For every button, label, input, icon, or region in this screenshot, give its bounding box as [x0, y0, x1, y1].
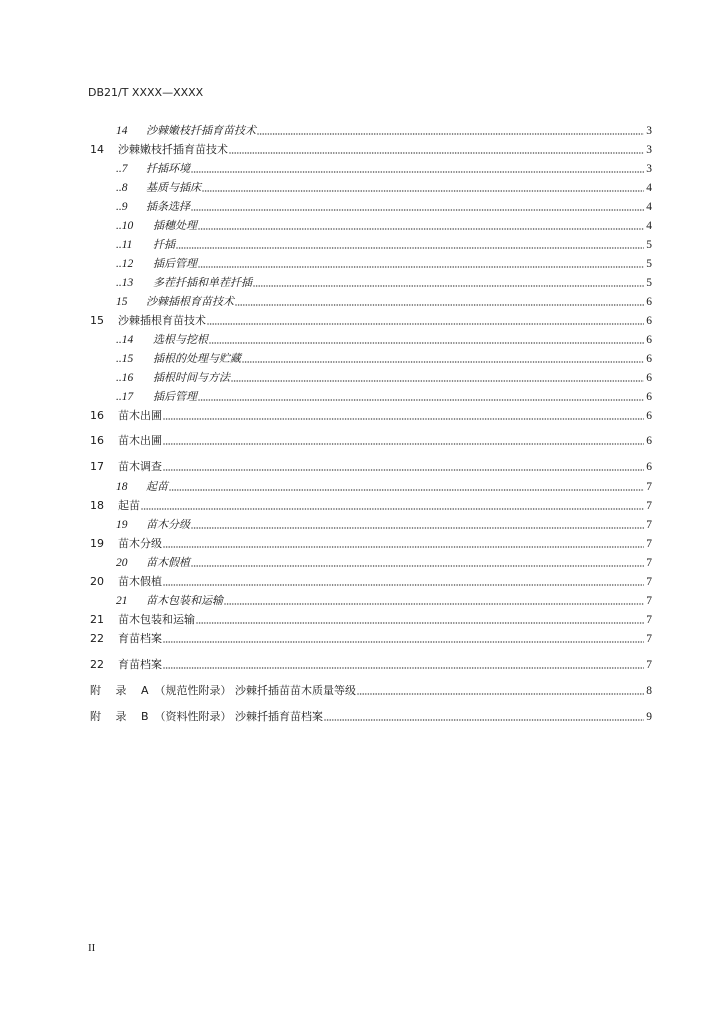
toc-entry-title: （规范性附录） 沙棘扦插苗苗木质量等级	[154, 684, 357, 697]
leader-dots	[191, 171, 644, 173]
toc-entry-title: 苗木包装和运输	[118, 613, 195, 626]
toc-entry-page: 4	[646, 201, 652, 213]
toc-entry-number: ..12	[116, 258, 134, 270]
toc-entry-title: 沙棘插根育苗技术	[118, 314, 206, 327]
toc-entry-page: 6	[646, 435, 652, 447]
toc-entry-number: 21	[116, 595, 128, 607]
leader-dots	[163, 584, 644, 586]
toc-entry-title: 沙棘插根育苗技术	[146, 295, 234, 308]
leader-dots	[231, 380, 644, 382]
toc-entry-page: 7	[646, 633, 652, 645]
toc-entry-number: ..17	[116, 391, 134, 403]
toc-entry-page: 5	[646, 239, 652, 251]
document-code-header: DB21/T XXXX—XXXX	[88, 86, 204, 99]
toc-entry-number: 16	[90, 434, 104, 447]
toc-entry-page: 6	[646, 461, 652, 473]
toc-entry-title: 苗木包装和运输	[146, 594, 223, 607]
toc-entry-number: 22	[90, 658, 104, 671]
toc-entry-number: 19	[90, 537, 104, 550]
leader-dots	[235, 304, 644, 306]
toc-entry[interactable]	[90, 575, 652, 589]
toc-entry[interactable]	[116, 594, 652, 608]
leader-dots	[196, 622, 644, 624]
leader-dots	[163, 443, 644, 445]
toc-entry[interactable]	[116, 181, 652, 195]
toc-entry-number: ..9	[116, 201, 128, 213]
toc-entry-page: 7	[646, 481, 652, 493]
leader-dots	[163, 641, 644, 643]
toc-entry-number: 16	[90, 409, 104, 422]
toc-entry-title: 苗木出圃	[118, 409, 162, 422]
toc-entry-title: 插条选择	[146, 200, 190, 213]
toc-entry-number: ..13	[116, 277, 134, 289]
leader-dots	[229, 152, 644, 154]
toc-entry-page: 7	[646, 595, 652, 607]
toc-entry-title: 苗木分级	[146, 518, 190, 531]
toc-entry[interactable]	[116, 295, 652, 309]
toc-entry-title: 育苗档案	[118, 658, 162, 671]
toc-entry[interactable]	[90, 613, 652, 627]
leader-dots	[141, 508, 644, 510]
toc-entry[interactable]	[90, 632, 652, 646]
toc-entry-page: 3	[646, 163, 652, 175]
toc-entry[interactable]	[90, 537, 652, 551]
leader-dots	[257, 133, 644, 135]
toc-entry-number: 14	[90, 143, 104, 156]
toc-entry-title: 选根与挖根	[153, 333, 208, 346]
toc-entry-number: ..10	[116, 220, 134, 232]
toc-entry-title: 扦插环境	[146, 162, 190, 175]
leader-dots	[207, 323, 644, 325]
toc-entry-page: 6	[646, 353, 652, 365]
toc-entry-number: 14	[116, 125, 128, 137]
toc-entry-number: 21	[90, 613, 104, 626]
leader-dots	[357, 693, 644, 695]
toc-entry[interactable]	[116, 480, 652, 494]
toc-entry-title: 苗木调查	[118, 460, 162, 473]
toc-entry-title: 插后管理	[153, 390, 197, 403]
toc-entry[interactable]	[90, 658, 652, 672]
toc-entry-page: 3	[646, 144, 652, 156]
toc-entry-page: 7	[646, 557, 652, 569]
leader-dots	[163, 469, 644, 471]
toc-entry-number: 18	[90, 499, 104, 512]
toc-entry-page: 7	[646, 500, 652, 512]
toc-entry[interactable]	[116, 219, 652, 233]
toc-entry-number: ..16	[116, 372, 134, 384]
toc-entry-title: 育苗档案	[118, 632, 162, 645]
toc-entry-page: 6	[646, 391, 652, 403]
toc-entry-title: 起苗	[118, 499, 140, 512]
leader-dots	[224, 603, 644, 605]
leader-dots	[253, 285, 644, 287]
toc-entry-page: 7	[646, 576, 652, 588]
toc-entry[interactable]	[116, 390, 652, 404]
leader-dots	[163, 546, 644, 548]
leader-dots	[191, 565, 644, 567]
appendix-label: 附 录 B	[90, 710, 149, 723]
toc-entry-page: 7	[646, 519, 652, 531]
toc-entry-title: 苗木假植	[118, 575, 162, 588]
leader-dots	[202, 190, 644, 192]
toc-entry[interactable]	[116, 352, 652, 366]
leader-dots	[163, 667, 644, 669]
toc-entry-page: 3	[646, 125, 652, 137]
toc-entry-title: （资料性附录） 沙棘扦插育苗档案	[154, 710, 324, 723]
toc-entry-page: 4	[646, 182, 652, 194]
leader-dots	[198, 266, 644, 268]
toc-entry[interactable]	[90, 314, 652, 328]
toc-entry-number: ..11	[116, 239, 133, 251]
toc-entry-title: 苗木假植	[146, 556, 190, 569]
appendix-label: 附 录 A	[90, 684, 149, 697]
toc-entry-number: ..15	[116, 353, 134, 365]
toc-entry-number: ..8	[116, 182, 128, 194]
leader-dots	[169, 489, 644, 491]
toc-entry-title: 插穗处理	[153, 219, 197, 232]
toc-entry-page: 6	[646, 334, 652, 346]
toc-entry-page: 5	[646, 277, 652, 289]
leader-dots	[191, 209, 644, 211]
leader-dots	[198, 399, 644, 401]
toc-entry-number: 19	[116, 519, 128, 531]
toc-entry-number: ..14	[116, 334, 134, 346]
toc-entry-title: 苗木分级	[118, 537, 162, 550]
toc-entry[interactable]	[116, 518, 652, 532]
toc-entry[interactable]	[116, 162, 652, 176]
leader-dots	[191, 527, 644, 529]
leader-dots	[209, 342, 644, 344]
toc-entry-page: 6	[646, 410, 652, 422]
toc-entry-number: 20	[90, 575, 104, 588]
toc-appendix-entry[interactable]	[90, 684, 652, 698]
toc-entry[interactable]	[116, 257, 652, 271]
toc-entry[interactable]	[116, 333, 652, 347]
toc-entry-page: 6	[646, 372, 652, 384]
toc-entry-page: 7	[646, 659, 652, 671]
toc-entry-title: 基质与插床	[146, 181, 201, 194]
toc-entry-page: 8	[646, 685, 652, 697]
toc-entry-page: 5	[646, 258, 652, 270]
toc-entry-number: 15	[90, 314, 104, 327]
toc-entry[interactable]	[116, 238, 652, 252]
toc-entry-number: ..7	[116, 163, 128, 175]
toc-entry-number: 15	[116, 296, 128, 308]
toc-entry-page: 6	[646, 315, 652, 327]
toc-appendix-entry[interactable]	[90, 710, 652, 724]
toc-entry-number: 22	[90, 632, 104, 645]
toc-entry-title: 插后管理	[153, 257, 197, 270]
toc-entry-title: 插根时间与方法	[153, 371, 230, 384]
toc-entry-number: 17	[90, 460, 104, 473]
toc-entry-page: 6	[646, 296, 652, 308]
toc-entry[interactable]	[116, 276, 652, 290]
leader-dots	[324, 719, 644, 721]
toc-entry[interactable]	[90, 434, 652, 448]
toc-entry[interactable]	[116, 371, 652, 385]
toc-entry-title: 沙棘嫩枝扦插育苗技术	[146, 124, 256, 137]
toc-entry[interactable]	[116, 124, 652, 138]
toc-entry-page: 7	[646, 538, 652, 550]
toc-entry[interactable]	[90, 409, 652, 423]
leader-dots	[242, 361, 644, 363]
leader-dots	[176, 247, 644, 249]
toc-entry-title: 扦插	[153, 238, 175, 251]
toc-entry-title: 多茬扦插和单茬扦插	[153, 276, 252, 289]
toc-entry-title: 沙棘嫩枝扦插育苗技术	[118, 143, 228, 156]
leader-dots	[163, 418, 644, 420]
toc-entry[interactable]	[116, 200, 652, 214]
toc-entry[interactable]	[90, 499, 652, 513]
toc-entry-page: 9	[646, 711, 652, 723]
toc-entry-number: 18	[116, 481, 128, 493]
toc-entry-title: 插根的处理与贮藏	[153, 352, 241, 365]
toc-entry-page: 7	[646, 614, 652, 626]
leader-dots	[198, 228, 644, 230]
toc-entry-number: 20	[116, 557, 128, 569]
toc-entry-page: 4	[646, 220, 652, 232]
page-number-footer: II	[88, 942, 96, 954]
toc-entry[interactable]	[116, 556, 652, 570]
toc-entry-title: 起苗	[146, 480, 168, 493]
toc-entry[interactable]	[90, 460, 652, 474]
toc-entry-title: 苗木出圃	[118, 434, 162, 447]
toc-entry[interactable]	[90, 143, 652, 157]
